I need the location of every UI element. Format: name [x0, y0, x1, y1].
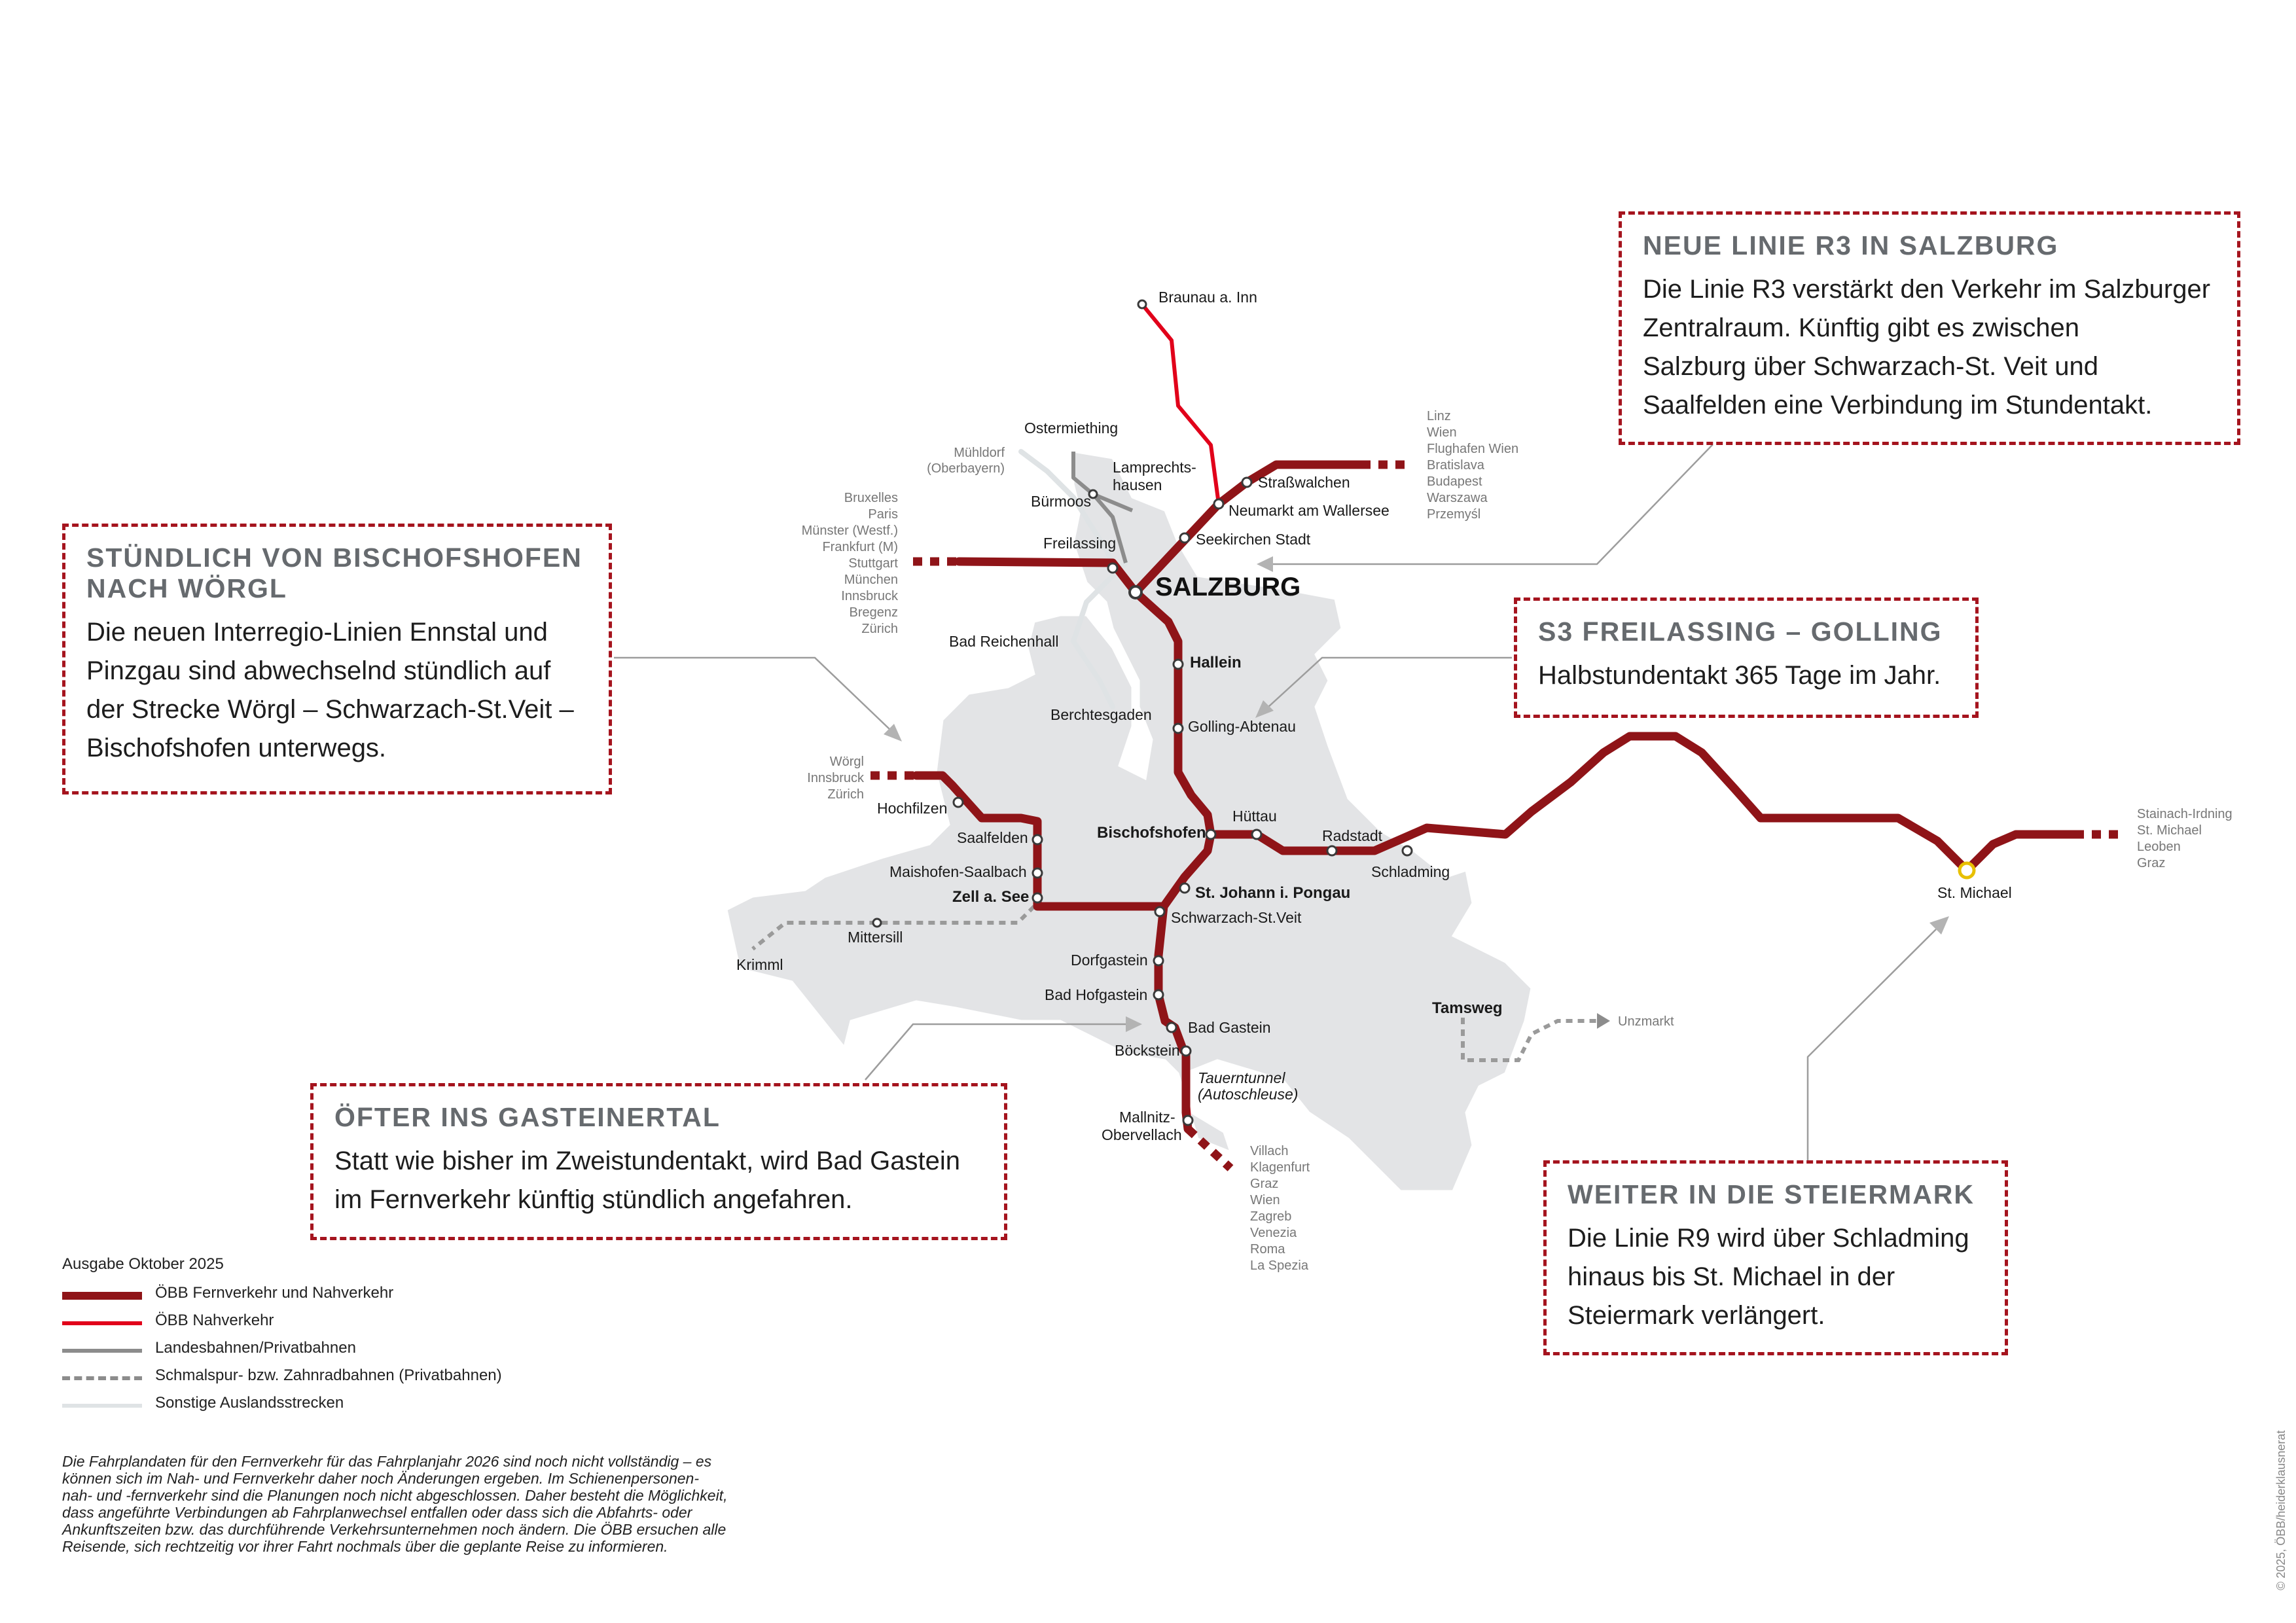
legend-label-foreign: Sonstige Auslandsstrecken — [155, 1394, 344, 1412]
dest-styria-1: St. Michael — [2137, 823, 2202, 838]
station-schwarzach[interactable] — [1155, 907, 1164, 916]
legend-swatch-foreign — [62, 1404, 142, 1408]
station-saalfelden[interactable] — [1033, 835, 1042, 844]
label-saalfelden: Saalfelden — [957, 829, 1028, 846]
station-zell[interactable] — [1033, 893, 1042, 902]
label-huettau: Hüttau — [1232, 808, 1277, 825]
dest-west-0: Bruxelles — [844, 491, 898, 505]
dest-east-3: Bratislava — [1427, 458, 1484, 473]
label-zell: Zell a. See — [952, 888, 1030, 906]
disclaimer-line-5: Ankunftszeiten bzw. das durchführende Verkehrsunternehmen noch ändern. Die ÖBB ersuchen alle — [62, 1521, 726, 1538]
station-hochfilzen[interactable] — [954, 798, 963, 807]
station-bad-gastein[interactable] — [1167, 1023, 1176, 1032]
dest-south-7: La Spezia — [1250, 1258, 1308, 1273]
callout-steiermark-title: WEITER IN DIE STEIERMARK — [1568, 1179, 1975, 1209]
label-tamsweg: Tamsweg — [1432, 999, 1503, 1017]
destinations-south — [1250, 1144, 1310, 1273]
station-boeckstein[interactable] — [1181, 1046, 1191, 1056]
label-mittersill: Mittersill — [848, 929, 903, 946]
label-hochfilzen: Hochfilzen — [877, 800, 948, 817]
station-st-johann[interactable] — [1180, 883, 1189, 893]
callout-gastein-line-2: im Fernverkehr künftig stündlich angefahren. — [334, 1185, 853, 1215]
legend-swatch-priv — [62, 1349, 142, 1353]
dest-west-3: Frankfurt (M) — [822, 540, 898, 554]
station-dorfgastein[interactable] — [1154, 956, 1163, 965]
station-mittersill[interactable] — [873, 919, 881, 927]
legend-label-nah: ÖBB Nahverkehr — [155, 1311, 274, 1329]
label-berchtesgaden: Berchtesgaden — [1050, 706, 1152, 723]
dest-east-4: Budapest — [1427, 474, 1482, 489]
callout-woergl-title-1: STÜNDLICH VON BISCHOFSHOFEN — [86, 543, 583, 573]
label-muehldorf-2: (Oberbayern) — [927, 461, 1005, 476]
legend-label-priv: Landesbahnen/Privatbahnen — [155, 1339, 356, 1357]
station-hallein[interactable] — [1174, 660, 1183, 669]
dest-tirol-0: Wörgl — [829, 755, 864, 769]
dest-west-4: Stuttgart — [848, 556, 898, 571]
label-lamprechtshausen-2: hausen — [1113, 476, 1162, 493]
callout-r3-line-4: Saalfelden eine Verbindung im Stundentakt. — [1643, 391, 2153, 420]
dest-south-1: Klagenfurt — [1250, 1160, 1310, 1175]
station-strasswalchen[interactable] — [1242, 478, 1251, 487]
label-salzburg: SALZBURG — [1155, 573, 1301, 601]
dest-tirol-2: Zürich — [827, 787, 864, 802]
callout-gastein-line-1: Statt wie bisher im Zweistundentakt, wird Bad Gastein — [334, 1147, 960, 1176]
disclaimer-line-3: nah- und -fernverkehr sind die Planungen noch nicht abgeschlossen. Daher besteht die Möglichkeit, — [62, 1487, 728, 1504]
station-golling[interactable] — [1174, 724, 1183, 733]
arrow-r3-head — [1257, 556, 1273, 572]
dest-east-5: Warszawa — [1427, 491, 1488, 505]
label-st-michael: St. Michael — [1937, 884, 2012, 901]
label-buermoos: Bürmoos — [1031, 493, 1092, 510]
callout-gastein — [310, 1083, 1007, 1240]
callout-steiermark-line-3: Steiermark verlängert. — [1568, 1301, 1825, 1330]
station-maishofen[interactable] — [1033, 868, 1042, 878]
legend-swatch-fern — [62, 1292, 142, 1300]
label-mallnitz-2: Obervellach — [1102, 1126, 1182, 1143]
callout-woergl-line-4: Bischofshofen unterwegs. — [86, 734, 387, 763]
narrow-arrow-unzmarkt — [1597, 1013, 1610, 1029]
label-braunau: Braunau a. Inn — [1158, 289, 1257, 306]
station-freilassing[interactable] — [1108, 563, 1117, 573]
dest-south-3: Wien — [1250, 1193, 1280, 1207]
callout-steiermark-line-1: Die Linie R9 wird über Schladming — [1568, 1224, 1969, 1253]
label-muehldorf-1: Mühldorf — [954, 446, 1005, 460]
dest-south-5: Venezia — [1250, 1226, 1297, 1240]
disclaimer — [62, 1453, 893, 1555]
callout-woergl — [62, 524, 612, 794]
disclaimer-line-6: Reisende, sich rechtzeitig vor ihrer Fahrt nochmals über die geplante Reise zu informieren. — [62, 1538, 668, 1555]
station-bad-hofgastein[interactable] — [1154, 990, 1163, 999]
station-bischofshofen[interactable] — [1206, 830, 1215, 839]
destinations-tirol — [807, 755, 865, 802]
callout-s3-title: S3 FREILASSING – GOLLING — [1538, 616, 1943, 647]
label-dorfgastein: Dorfgastein — [1071, 952, 1148, 969]
dest-south-6: Roma — [1250, 1242, 1285, 1257]
label-strasswalchen: Straßwalchen — [1258, 474, 1350, 491]
dest-west-8: Zürich — [861, 622, 898, 636]
callout-woergl-line-3: der Strecke Wörgl – Schwarzach-St.Veit – — [86, 695, 574, 724]
legend-label-narrow: Schmalspur- bzw. Zahnradbahnen (Privatbahnen) — [155, 1366, 502, 1384]
station-seekirchen[interactable] — [1180, 533, 1189, 543]
label-bad-gastein: Bad Gastein — [1188, 1019, 1271, 1036]
dest-west-6: Innsbruck — [841, 589, 898, 603]
arrow-steiermark — [1808, 929, 1936, 1162]
salzburg-region — [726, 452, 1532, 1191]
label-maishofen: Maishofen-Saalbach — [889, 863, 1027, 880]
station-salzburg[interactable] — [1130, 586, 1141, 598]
label-ostermiething: Ostermiething — [1024, 419, 1119, 437]
callout-r3-line-2: Zentralraum. Künftig gibt es zwischen — [1643, 313, 2079, 343]
callout-r3 — [1619, 211, 2240, 445]
label-schladming: Schladming — [1371, 863, 1450, 880]
callout-s3-line-1: Halbstundentakt 365 Tage im Jahr. — [1538, 661, 1941, 690]
dest-styria-3: Graz — [2137, 856, 2166, 870]
callout-gastein-title: ÖFTER INS GASTEINERTAL — [334, 1102, 721, 1132]
label-bad-reichenhall: Bad Reichenhall — [949, 633, 1059, 650]
station-mallnitz[interactable] — [1183, 1116, 1193, 1125]
dest-styria-0: Stainach-Irdning — [2137, 807, 2233, 821]
label-neumarkt: Neumarkt am Wallersee — [1229, 502, 1390, 519]
label-bad-hofgastein: Bad Hofgastein — [1045, 986, 1148, 1003]
dest-styria-2: Leoben — [2137, 840, 2181, 854]
dest-east-6: Przemyśl — [1427, 507, 1481, 522]
label-tauerntunnel-2: (Autoschleuse) — [1198, 1086, 1299, 1103]
callout-s3 — [1514, 597, 1979, 718]
dest-west-7: Bregenz — [849, 605, 898, 620]
station-neumarkt[interactable] — [1214, 499, 1223, 508]
dest-west-2: Münster (Westf.) — [801, 524, 898, 538]
dest-east-1: Wien — [1427, 425, 1457, 440]
disclaimer-line-1: Die Fahrplandaten für den Fernverkehr für das Fahrplanjahr 2026 sind noch nicht vollständig – es — [62, 1453, 712, 1470]
label-bischofshofen: Bischofshofen — [1097, 824, 1206, 842]
disclaimer-line-4: dass angeführte Verbindungen ab Fahrplanwechsel entfallen oder dass sich die Abfahrts- oder — [62, 1504, 692, 1521]
label-boeckstein: Böckstein — [1115, 1042, 1180, 1059]
destinations-west — [802, 491, 899, 636]
label-mallnitz-1: Mallnitz- — [1119, 1109, 1175, 1126]
label-tauerntunnel-1: Tauerntunnel — [1198, 1069, 1285, 1086]
label-seekirchen: Seekirchen Stadt — [1196, 531, 1311, 548]
callout-steiermark-line-2: hinaus bis St. Michael in der — [1568, 1262, 1895, 1292]
dest-south-4: Zagreb — [1250, 1209, 1292, 1224]
dest-south-2: Graz — [1250, 1177, 1279, 1191]
arrow-woergl — [614, 658, 890, 730]
callout-r3-line-1: Die Linie R3 verstärkt den Verkehr im Salzburger — [1643, 275, 2211, 304]
dest-west-5: München — [844, 573, 898, 587]
legend-swatch-narrow — [62, 1376, 142, 1380]
label-krimml: Krimml — [736, 956, 783, 973]
callout-r3-title: NEUE LINIE R3 IN SALZBURG — [1643, 230, 2059, 260]
label-unzmarkt: Unzmarkt — [1618, 1014, 1674, 1029]
label-schwarzach: Schwarzach-St.Veit — [1171, 909, 1302, 926]
legend-swatch-nah — [62, 1321, 142, 1325]
station-schladming[interactable] — [1403, 846, 1412, 855]
copyright: © 2025, ÖBB/heiderklausnerat — [2274, 1430, 2287, 1590]
label-radstadt: Radstadt — [1322, 827, 1383, 844]
callout-r3-line-3: Salzburg über Schwarzach-St. Veit und — [1643, 352, 2098, 382]
edition-label: Ausgabe Oktober 2025 — [62, 1255, 224, 1273]
label-golling: Golling-Abtenau — [1188, 718, 1296, 735]
legend-label-fern: ÖBB Fernverkehr und Nahverkehr — [155, 1284, 394, 1302]
destinations-styria — [2137, 807, 2233, 870]
dest-east-2: Flughafen Wien — [1427, 442, 1519, 456]
disclaimer-line-2: können sich im Nah- und Fernverkehr daher noch Änderungen ergeben. Im Schienenpersonen- — [62, 1470, 699, 1487]
station-huettau[interactable] — [1252, 830, 1261, 839]
dest-east-0: Linz — [1427, 409, 1451, 423]
callout-woergl-title-2: NACH WÖRGL — [86, 573, 287, 604]
destinations-east — [1427, 409, 1518, 522]
station-braunau[interactable] — [1138, 300, 1146, 308]
station-st-michael[interactable] — [1960, 863, 1974, 878]
callout-steiermark — [1543, 1160, 2008, 1355]
callout-woergl-line-2: Pinzgau sind abwechselnd stündlich auf — [86, 656, 551, 686]
label-st-johann: St. Johann i. Pongau — [1195, 884, 1351, 902]
dest-west-1: Paris — [868, 507, 898, 522]
label-freilassing: Freilassing — [1043, 535, 1117, 552]
dest-south-0: Villach — [1250, 1144, 1289, 1158]
label-hallein: Hallein — [1190, 654, 1242, 671]
dest-tirol-1: Innsbruck — [807, 771, 864, 785]
station-radstadt[interactable] — [1327, 846, 1336, 855]
label-lamprechtshausen-1: Lamprechts- — [1113, 459, 1196, 476]
callout-woergl-line-1: Die neuen Interregio-Linien Ennstal und — [86, 618, 548, 647]
